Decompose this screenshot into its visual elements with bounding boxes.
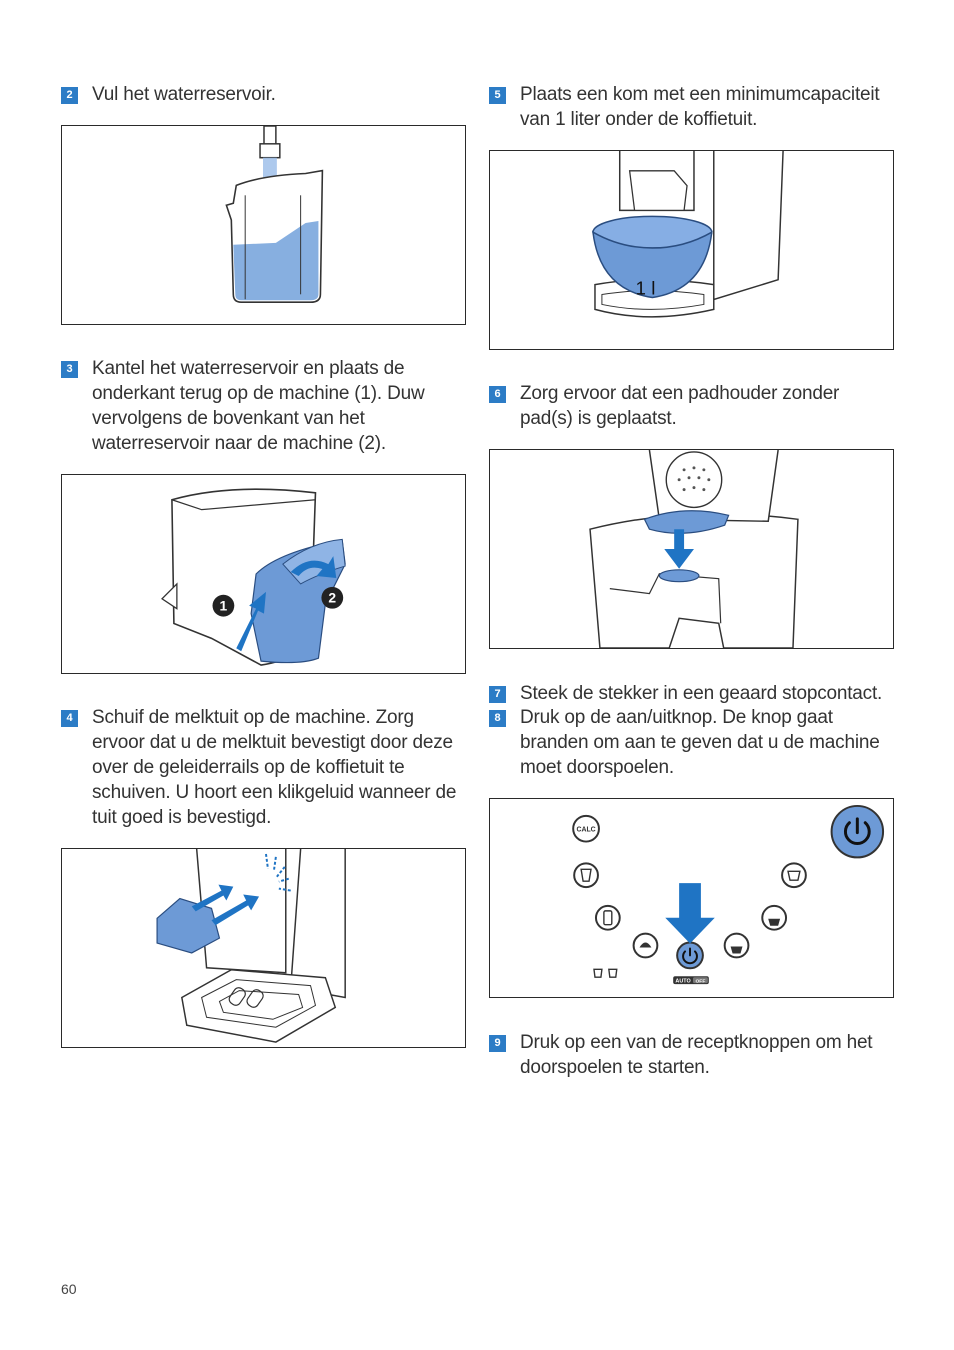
step-4	[61, 705, 465, 830]
recipe-button-left-top	[574, 863, 598, 887]
figure-place-water-tank	[61, 474, 466, 674]
step-number: 2	[61, 87, 78, 104]
step-text: Steek de stekker in een geaard stopcontact.	[520, 683, 883, 704]
step-8	[489, 705, 893, 780]
recipe-button-left-mid	[596, 906, 620, 930]
step-number: 9	[489, 1035, 506, 1052]
step-text: Schuif de melktuit op de machine. Zorg ervoor dat u de melktuit bevestigt door deze over de geleiderrails op de koffietuit te schuiven. U hoort een klikgeluid wanneer de tuit goed is bevestigd.	[92, 707, 457, 828]
recipe-button-right-bottom	[725, 934, 749, 958]
svg-text:AUTO: AUTO	[675, 978, 691, 985]
cups-icon	[594, 969, 617, 977]
step-3	[61, 356, 461, 456]
figure-control-panel	[489, 798, 894, 998]
bowl-capacity-label: 1 l	[635, 277, 656, 299]
step-7	[489, 681, 893, 706]
step-text: Vul het waterreservoir.	[92, 84, 276, 105]
step-number: 3	[61, 361, 78, 378]
step-5	[489, 82, 893, 132]
step-number: 8	[489, 710, 506, 727]
figure-bowl-under-spout	[489, 150, 894, 350]
step-text: Plaats een kom met een minimumcapaciteit van 1 liter onder de koffietuit.	[520, 84, 880, 130]
step-text: Druk op een van de receptknoppen om het doorspoelen te starten.	[520, 1032, 873, 1078]
recipe-button-right-mid	[762, 906, 786, 930]
step-text: Druk op de aan/uitknop. De knop gaat branden om aan te geven dat u de machine moet doorspoelen.	[520, 707, 880, 778]
svg-text:CALC: CALC	[576, 826, 596, 834]
callout-1: 1	[219, 597, 228, 614]
recipe-button-left-bottom	[634, 934, 658, 958]
step-number: 5	[489, 87, 506, 104]
arrow-down-icon	[665, 883, 715, 943]
power-button	[677, 943, 703, 969]
step-text: Zorg ervoor dat een padhouder zonder pad(s) is geplaatst.	[520, 383, 840, 429]
svg-text:OFF: OFF	[695, 979, 706, 985]
step-number: 6	[489, 386, 506, 403]
figure-pad-holder	[489, 449, 894, 649]
step-2	[61, 82, 465, 107]
figure-fill-water-tank	[61, 125, 466, 325]
step-number: 7	[489, 686, 506, 703]
step-text: Kantel het waterreservoir en plaats de onderkant terug op de machine (1). Duw vervolgens de bovenkant van het waterreservoir naar de machine (2).	[92, 358, 425, 454]
recipe-button-right-top	[782, 863, 806, 887]
power-button-lit	[832, 806, 883, 857]
step-number: 4	[61, 710, 78, 727]
auto-off-badge	[673, 976, 709, 984]
calc-button	[573, 816, 599, 842]
figure-attach-milk-spout	[61, 848, 466, 1048]
step-6	[489, 381, 893, 431]
step-9	[489, 1030, 893, 1080]
callout-2: 2	[328, 589, 337, 606]
page-number: 60	[61, 1281, 77, 1297]
